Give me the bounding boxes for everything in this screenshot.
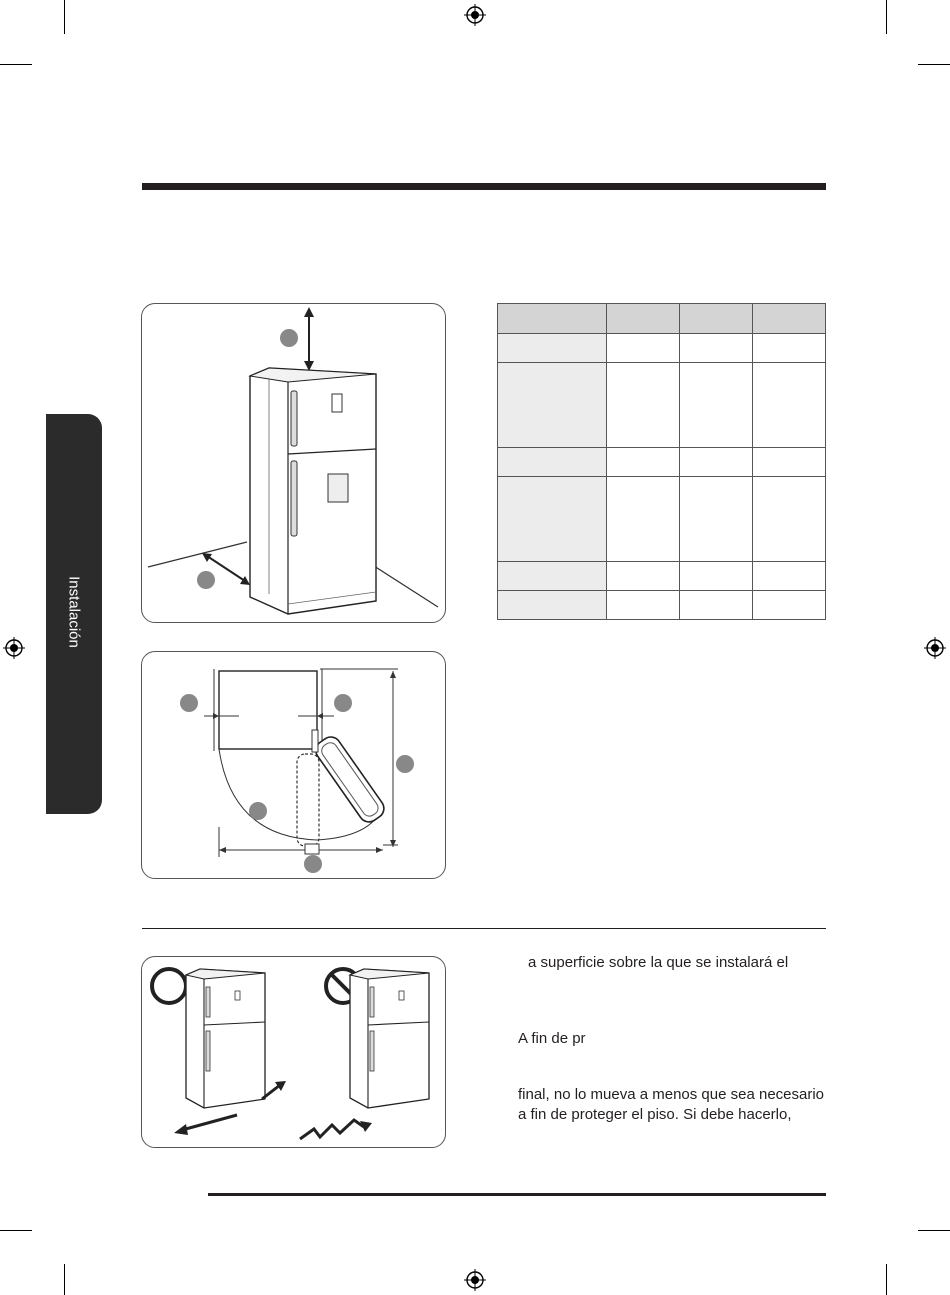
table-cell	[680, 363, 753, 448]
crop-mark	[0, 1230, 32, 1231]
crop-mark	[0, 64, 32, 65]
table-cell	[753, 562, 826, 591]
table-cell	[607, 334, 680, 363]
table-row	[498, 477, 826, 562]
table-row	[498, 363, 826, 448]
table-cell	[753, 363, 826, 448]
moving-illustration	[142, 957, 444, 1146]
clearance-spec-table	[497, 303, 826, 620]
crop-mark	[918, 64, 950, 65]
paragraph-line: a superficie sobre la que se instalará el	[528, 954, 789, 971]
door-swing-illustration	[142, 652, 444, 877]
table-cell	[753, 448, 826, 477]
table-cell	[607, 477, 680, 562]
table-row-label	[498, 562, 607, 591]
side-tab-label-wrap	[46, 0, 102, 1295]
table-cell	[753, 477, 826, 562]
table-cell	[680, 562, 753, 591]
table-cell	[680, 477, 753, 562]
table-cell	[753, 334, 826, 363]
table-header-row	[498, 304, 826, 334]
table-cell	[753, 591, 826, 620]
registration-mark-icon	[464, 4, 486, 26]
crop-mark	[886, 0, 887, 34]
section-divider	[142, 928, 826, 929]
registration-mark-icon	[464, 1269, 486, 1291]
table-cell	[680, 448, 753, 477]
registration-mark-icon	[924, 637, 946, 659]
table-cell	[680, 591, 753, 620]
crop-mark	[918, 1230, 950, 1231]
table-row	[498, 448, 826, 477]
table-row-label	[498, 591, 607, 620]
side-tab-label: Instalación	[65, 576, 83, 648]
registration-mark-icon	[3, 637, 25, 659]
table-header-cell	[607, 304, 680, 334]
table-row	[498, 562, 826, 591]
table-cell	[680, 334, 753, 363]
table-header-cell	[753, 304, 826, 334]
fridge-clearance-illustration	[142, 304, 444, 621]
table-row-label	[498, 334, 607, 363]
table-cell	[607, 562, 680, 591]
paragraph-line: A fin de pr	[518, 1030, 586, 1047]
door-swing-illustration-panel	[141, 651, 446, 879]
table-row-label	[498, 363, 607, 448]
table-cell	[607, 591, 680, 620]
table-row-label	[498, 448, 607, 477]
table-row-label	[498, 477, 607, 562]
paragraph-line: a fin de proteger el piso. Si debe hacerlo,	[518, 1106, 792, 1123]
table-cell	[607, 363, 680, 448]
footer-rule	[208, 1193, 826, 1196]
clearance-illustration-panel	[141, 303, 446, 623]
crop-mark	[886, 1264, 887, 1295]
table-cell	[607, 448, 680, 477]
table-header-cell	[498, 304, 607, 334]
section-rule-top	[142, 183, 826, 190]
table-row	[498, 591, 826, 620]
moving-illustration-panel	[141, 956, 446, 1148]
table-header-cell	[680, 304, 753, 334]
table-row	[498, 334, 826, 363]
paragraph-line: final, no lo mueva a menos que sea necesario	[518, 1086, 825, 1103]
